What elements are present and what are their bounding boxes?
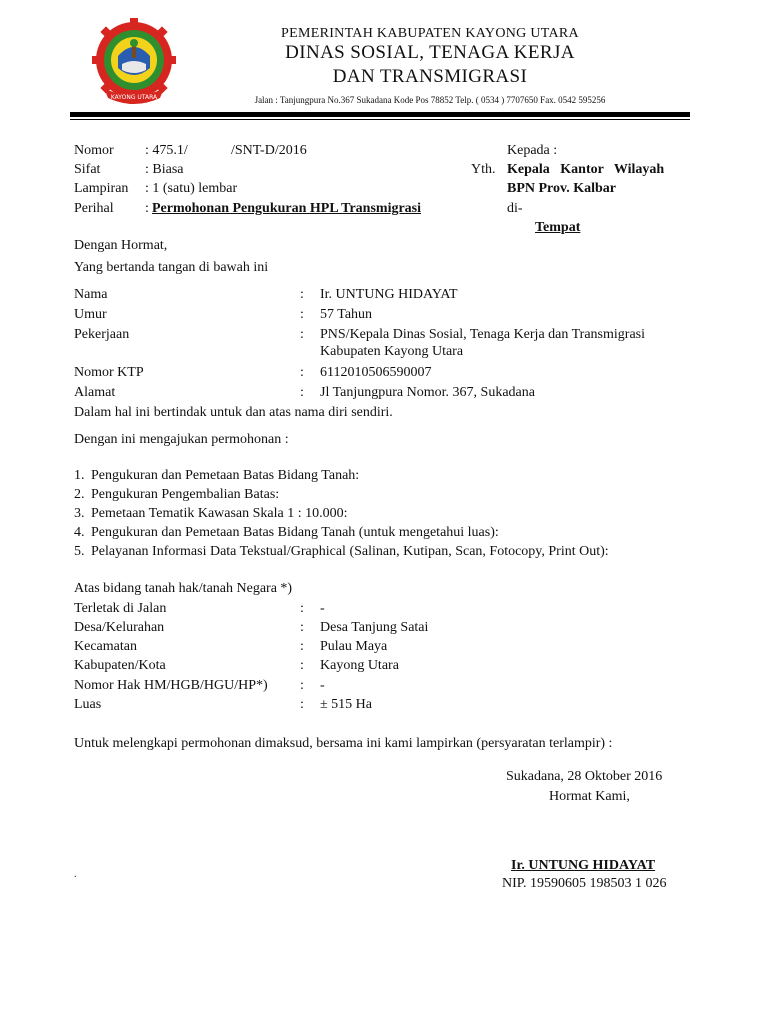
land-value: - [320, 601, 325, 616]
kayong-utara-logo [88, 16, 180, 108]
identity-colon: : [300, 385, 304, 400]
land-value: - [320, 678, 325, 693]
list-item-number: 4. [74, 525, 85, 540]
identity-colon: : [300, 307, 304, 322]
land-label: Nomor Hak HM/HGB/HGU/HP*) [74, 678, 268, 693]
recipient-line2: BPN Prov. Kalbar [507, 181, 617, 196]
nomor-suffix: /SNT-D/2016 [231, 143, 307, 158]
list-item-text: Pelayanan Informasi Data Tekstual/Graphical (Salinan, Kutipan, Scan, Fotocopy, Print Out): [91, 544, 609, 559]
sifat-value: : Biasa [145, 162, 184, 177]
list-item-text: Pengukuran dan Pemetaan Batas Bidang Tanah (untuk mengetahui luas): [91, 525, 499, 540]
land-label: Kabupaten/Kota [74, 658, 166, 673]
letterhead-agency-line1: DINAS SOSIAL, TENAGA KERJA [285, 42, 575, 63]
logo-ribbon-text: KAYONG UTARA [110, 94, 158, 101]
list-item-number: 2. [74, 487, 85, 502]
nomor-value: : 475.1/ [145, 143, 188, 158]
land-label: Terletak di Jalan [74, 601, 167, 616]
identity-value: PNS/Kepala Dinas Sosial, Tenaga Kerja dan Transmigrasi [320, 327, 645, 342]
recipient-kepada: Kepada : [507, 143, 558, 158]
letterhead-rule-thick [70, 112, 690, 117]
identity-label: Nomor KTP [74, 365, 144, 380]
land-value: Kayong Utara [320, 658, 399, 673]
land-row [74, 696, 714, 715]
identity-label: Pekerjaan [74, 327, 130, 342]
identity-row-alamat [74, 384, 714, 403]
list-item-number: 5. [74, 544, 85, 559]
identity-row-nama [74, 286, 714, 305]
identity-colon: : [300, 327, 304, 342]
land-row [74, 657, 714, 676]
perihal-label: Perihal [74, 201, 114, 216]
land-colon: : [300, 620, 304, 635]
identity-label: Nama [74, 287, 108, 302]
lampiran-label: Lampiran [74, 181, 129, 196]
attachment-statement: Untuk melengkapi permohonan dimaksud, bersama ini kami lampirkan (persyaratan terlampir) : [74, 736, 613, 751]
stray-mark: . [74, 869, 77, 880]
recipient-di: di- [507, 201, 523, 216]
land-label: Luas [74, 697, 102, 712]
identity-row-pekerjaan [74, 326, 714, 362]
land-colon: : [300, 658, 304, 673]
list-item-text: Pemetaan Tematik Kawasan Skala 1 : 10.000: [91, 506, 348, 521]
list-item [74, 505, 348, 522]
identity-colon: : [300, 287, 304, 302]
identity-value: 57 Tahun [320, 307, 373, 322]
identity-value-continued: Kabupaten Kayong Utara [320, 344, 464, 359]
signature-place-date: Sukadana, 28 Oktober 2016 [506, 769, 663, 784]
land-value: Pulau Maya [320, 639, 388, 654]
land-value: Desa Tanjung Satai [320, 620, 429, 635]
land-colon: : [300, 601, 304, 616]
recipient-yth: Yth. [471, 162, 496, 177]
land-value: ± 515 Ha [320, 697, 373, 712]
land-colon: : [300, 678, 304, 693]
list-item [74, 543, 609, 560]
land-colon: : [300, 697, 304, 712]
land-row [74, 638, 714, 657]
on-behalf-statement: Dalam hal ini bertindak untuk dan atas nama diri sendiri. [74, 405, 393, 420]
signature-name: Ir. UNTUNG HIDAYAT [511, 858, 656, 873]
perihal-colon: : [145, 201, 149, 216]
list-item-number: 3. [74, 506, 85, 521]
list-item [74, 524, 499, 541]
land-intro: Atas bidang tanah hak/tanah Negara *) [74, 581, 293, 596]
intro: Yang bertanda tangan di bawah ini [74, 260, 269, 275]
lampiran-value: : 1 (satu) lembar [145, 181, 238, 196]
letterhead-agency-line2: DAN TRANSMIGRASI [332, 66, 528, 87]
land-row [74, 677, 714, 696]
list-item-text: Pengukuran Pengembalian Batas: [91, 487, 280, 502]
request-intro: Dengan ini mengajukan permohonan : [74, 432, 289, 447]
list-item [74, 467, 359, 484]
land-row [74, 600, 714, 619]
perihal-value: Permohonan Pengukuran HPL Transmigrasi [152, 201, 422, 216]
letterhead-government: PEMERINTAH KABUPATEN KAYONG UTARA [281, 26, 579, 41]
identity-value: Jl Tanjungpura Nomor. 367, Sukadana [320, 385, 535, 400]
land-row [74, 619, 714, 638]
greeting: Dengan Hormat, [74, 238, 168, 253]
nomor-label: Nomor [74, 143, 114, 158]
land-label: Kecamatan [74, 639, 137, 654]
identity-row-ktp [74, 364, 714, 383]
recipient-line1: Kepala Kantor Wilayah [507, 162, 665, 177]
identity-label: Umur [74, 307, 107, 322]
land-label: Desa/Kelurahan [74, 620, 165, 635]
signature-closing: Hormat Kami, [549, 789, 630, 804]
sifat-label: Sifat [74, 162, 101, 177]
letterhead-address: Jalan : Tanjungpura No.367 Sukadana Kode Pos 78852 Telp. ( 0534 ) 7707650 Fax. 0542 595256 [254, 95, 606, 105]
identity-row-umur [74, 306, 714, 325]
recipient-tempat: Tempat [535, 220, 581, 235]
list-item [74, 486, 279, 503]
identity-label: Alamat [74, 385, 116, 400]
identity-value: 6112010506590007 [320, 365, 432, 380]
letterhead-rule-thin [70, 119, 690, 120]
identity-value: Ir. UNTUNG HIDAYAT [320, 287, 458, 302]
identity-colon: : [300, 365, 304, 380]
list-item-number: 1. [74, 468, 85, 483]
list-item-text: Pengukuran dan Pemetaan Batas Bidang Tanah: [91, 468, 360, 483]
signature-nip: NIP. 19590605 198503 1 026 [502, 876, 667, 891]
land-colon: : [300, 639, 304, 654]
